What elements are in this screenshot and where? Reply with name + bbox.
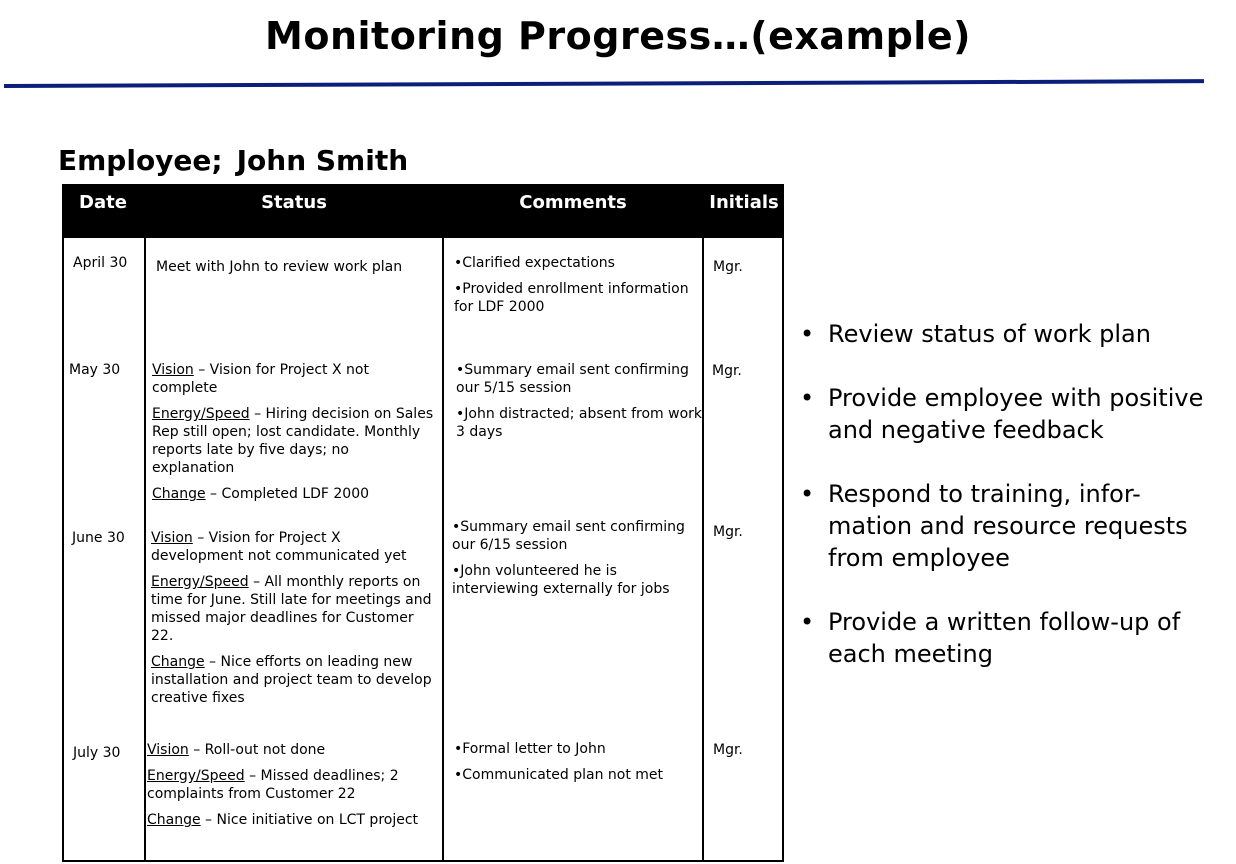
status-entry: Change – Completed LDF 2000	[152, 486, 370, 502]
row-2-date: May 30	[69, 362, 121, 378]
comment-item: •Provided enrollment information for LDF 2000	[454, 281, 689, 315]
row-3-date: June 30	[72, 530, 125, 546]
status-entry: Change – Nice initiative on LCT project	[147, 812, 419, 828]
progress-table	[62, 184, 784, 862]
row-4-comments	[454, 740, 698, 792]
column-divider	[442, 184, 444, 860]
employee-heading	[58, 144, 408, 177]
title-divider	[4, 79, 1204, 88]
comment-item: •Summary email sent confirming our 5/15 session	[456, 362, 689, 396]
comment-item: •Clarified expectations	[454, 255, 615, 271]
row-4-initials: Mgr.	[713, 742, 743, 758]
row-1-comments	[454, 254, 698, 324]
row-2-comments	[456, 361, 702, 449]
row-1-date: April 30	[73, 255, 128, 271]
status-entry: Energy/Speed – Hiring decision on Sales Rep still open; lost candidate. Monthly reports late by five days; no explanation	[152, 406, 434, 476]
employee-label: Employee;	[58, 144, 223, 177]
row-4-status	[147, 741, 433, 837]
comment-item: •Summary email sent confirming our 6/15 session	[452, 519, 685, 553]
comment-item: •John volunteered he is interviewing externally for jobs	[452, 563, 670, 597]
comment-item: •Formal letter to John	[454, 741, 606, 757]
bullet-item: • Respond to training, infor-mation and resource requests from employee	[800, 478, 1220, 574]
status-entry: Vision – Roll-out not done	[147, 742, 326, 758]
comment-item: •John distracted; absent from work 3 days	[456, 406, 702, 440]
employee-name: John Smith	[236, 144, 409, 177]
column-divider	[62, 184, 64, 860]
row-2-status	[152, 361, 434, 511]
row-1-status	[156, 258, 436, 284]
comment-item: •Communicated plan not met	[454, 767, 664, 783]
row-1-initials: Mgr.	[713, 259, 743, 275]
header-initials: Initials	[704, 184, 784, 238]
row-3-initials: Mgr.	[713, 524, 743, 540]
column-divider	[702, 184, 704, 860]
row-4-date: July 30	[73, 745, 121, 761]
status-entry: Energy/Speed – Missed deadlines; 2 complaints from Customer 22	[147, 768, 399, 802]
status-entry: Vision – Vision for Project X development not communicated yet	[151, 530, 407, 564]
status-entry: Vision – Vision for Project X not complete	[152, 362, 369, 396]
row-3-comments	[452, 518, 696, 606]
header-date: Date	[62, 184, 144, 238]
status-entry: Change – Nice efforts on leading new installation and project team to develop creative fixes	[151, 654, 432, 706]
header-comments: Comments	[444, 184, 702, 238]
key-points-list	[800, 318, 1220, 702]
bullet-item: • Provide a written follow-up of each meeting	[800, 606, 1220, 670]
bullet-item: • Review status of work plan	[800, 318, 1220, 350]
status-entry: Energy/Speed – All monthly reports on time for June. Still late for meetings and missed major deadlines for Customer 22.	[151, 574, 432, 644]
bullet-item: • Provide employee with positive and negative feedback	[800, 382, 1220, 446]
slide-title: Monitoring Progress…(example)	[265, 14, 971, 58]
row-2-initials: Mgr.	[712, 363, 742, 379]
row-3-status	[151, 529, 433, 715]
column-divider	[144, 184, 146, 860]
header-status: Status	[146, 184, 442, 238]
status-entry: Meet with John to review work plan	[156, 259, 403, 275]
